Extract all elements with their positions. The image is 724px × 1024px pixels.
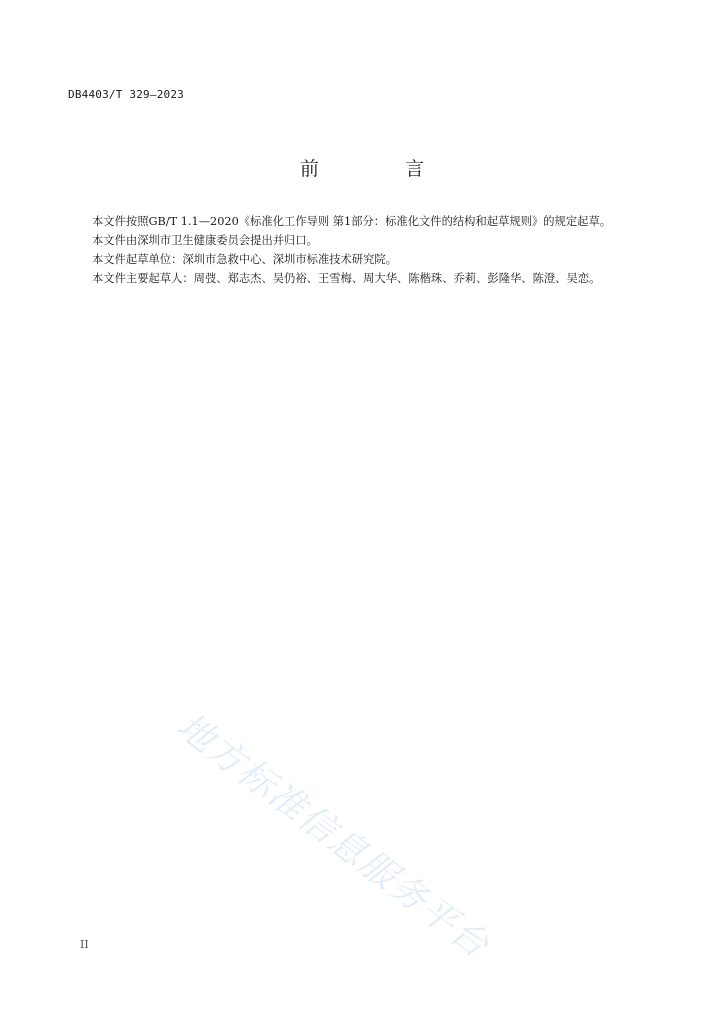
document-code: DB4403/T 329—2023 [68, 88, 184, 101]
page-title: 前 言 [299, 158, 465, 180]
paragraph-drafting-basis: 本文件按照GB/T 1.1—2020《标准化工作导则 第1部分：标准化文件的结构和起草规则》的规定起草。 [92, 215, 612, 228]
preface-body [68, 212, 640, 288]
paragraph-drafters: 本文件主要起草人：周弢、郑志杰、吴仍裕、王雪梅、周大华、陈楷珠、乔莉、彭隆华、陈澄、吴恋。 [92, 272, 601, 285]
paragraph-drafting-units: 本文件起草单位：深圳市急救中心、深圳市标准技术研究院。 [92, 253, 398, 266]
paragraph-proposer: 本文件由深圳市卫生健康委员会提出并归口。 [92, 234, 318, 247]
watermark: 地方标准信息服务平台 [168, 705, 498, 967]
page-number: II [80, 938, 89, 951]
